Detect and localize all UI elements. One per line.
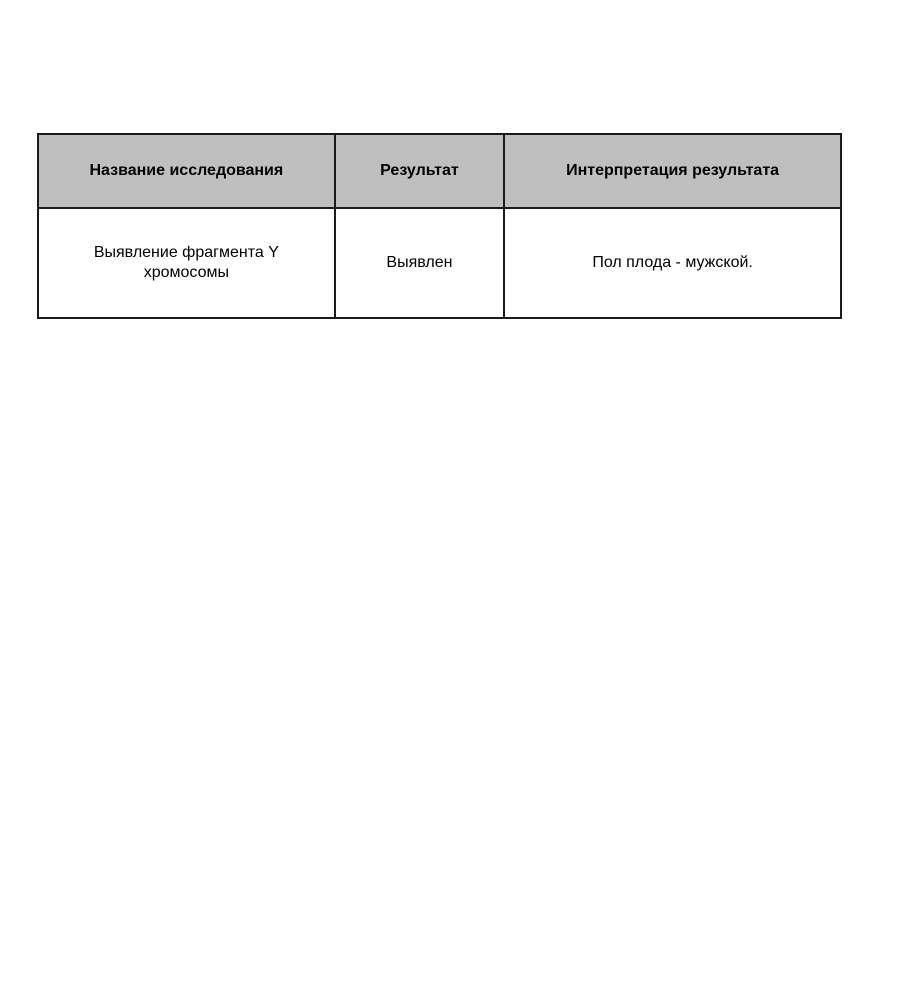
table-body (38, 208, 841, 318)
cell-result: Выявлен (335, 208, 504, 318)
table-row (38, 208, 841, 318)
results-table (37, 133, 842, 319)
table-header (38, 134, 841, 208)
header-result: Результат (335, 134, 504, 208)
cell-test-name (38, 208, 335, 318)
header-test-name: Название исследования (38, 134, 335, 208)
header-interpretation: Интерпретация результата (504, 134, 841, 208)
cell-interpretation: Пол плода - мужской. (504, 208, 841, 318)
test-name-text: Выявление фрагмента Y хромосомы (93, 244, 279, 281)
header-row (38, 134, 841, 208)
